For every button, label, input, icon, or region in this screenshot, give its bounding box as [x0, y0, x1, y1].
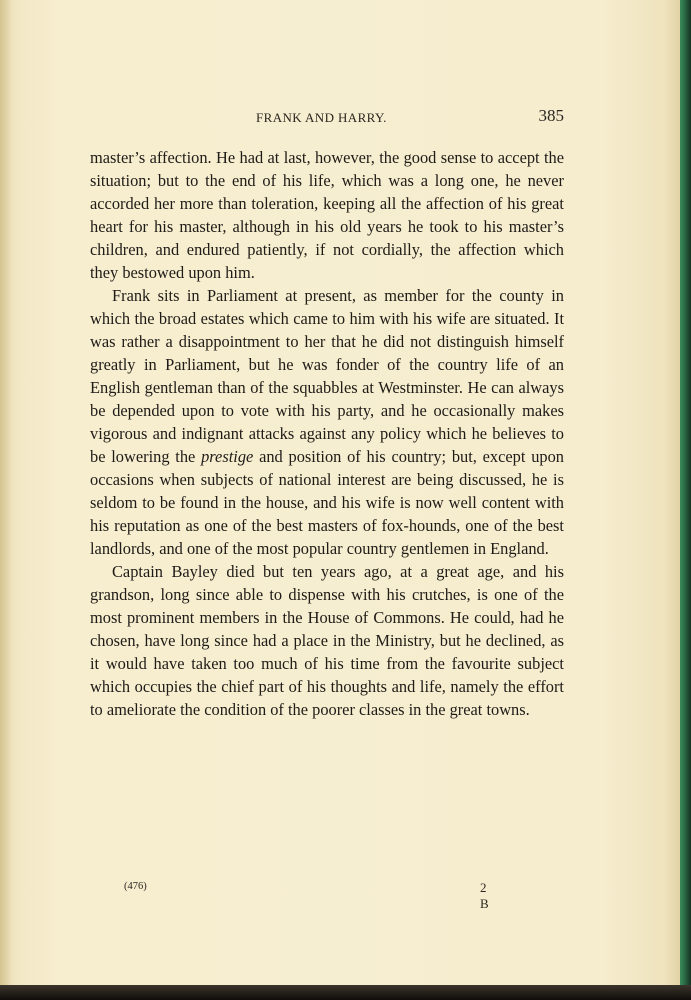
paragraph-2 [90, 284, 564, 560]
printer-mark: (476) [124, 881, 147, 892]
text-line: Captain Bayley died but ten years ago, at a great age, [112, 562, 505, 581]
running-title: FRANK AND HARRY. [256, 110, 387, 125]
text-line: one of the best masters of fox-hounds, one of the best [204, 516, 564, 535]
text-line: which was a long one, he never accorded her more than [90, 171, 564, 213]
text-line: toleration, keeping all the affection of his great heart for [90, 194, 564, 236]
text-line: the affection which they bestowed upon him. [90, 240, 564, 282]
text-line: and his grandson, long since able to dispense with his [90, 562, 564, 604]
text-line: against any policy which he believes to be lowering the [90, 424, 564, 466]
text-line: master’s affection. He had at last, however, the good [90, 148, 437, 167]
paragraph-1 [90, 146, 564, 284]
text-line: crutches, is one of the most prominent members in the [90, 585, 564, 627]
body-text [90, 146, 564, 721]
text-line: county in which the broad estates which came to him with [90, 286, 564, 328]
text-line: discussed, he is seldom to be found in the house, and [90, 470, 564, 512]
page-footer [124, 880, 504, 911]
text-line: since had a place in the Ministry, but he declined, as it [90, 631, 564, 673]
text-line: He can always be depended upon to vote with his party, [90, 378, 564, 420]
text-line: Frank sits in Parliament at present, as member for the [112, 286, 492, 305]
text-line: English gentleman than of the squabbles at Westminster. [90, 378, 463, 397]
text-line: master’s children, and endured patiently, if not cordially, [90, 217, 564, 259]
page-header [90, 106, 564, 130]
text-line: his wife are situated. It was rather a disappointment [90, 309, 565, 351]
page-edge-right [680, 0, 691, 985]
page-edge-bottom [0, 985, 691, 1000]
text-line: would have taken too much of his time from the favourite [105, 654, 511, 673]
text-line: sense to accept the situation; but to the end of his life, [90, 148, 564, 190]
text-line: landlords, and one of the most popular country gentlemen [90, 539, 470, 558]
text-line: his master, although in his old years he took to his [154, 217, 503, 236]
text-line: in England. [473, 539, 549, 558]
text-line: subject which occupies the chief part of his thoughts and [90, 654, 564, 696]
italic-word: prestige [201, 447, 254, 466]
signature-mark: 2 B [480, 880, 491, 911]
text-line: life, namely the effort to ameliorate the condition of the [90, 677, 564, 719]
text-line: Parliament, but he was fonder of the country life of an [165, 355, 564, 374]
text-line: occasions when subjects of national interest are being [90, 470, 454, 489]
text-line: and he occasionally makes vigorous and indignant attacks [90, 401, 564, 443]
text-line: House of Commons. He could, had he chosen, have long [90, 608, 564, 650]
gutter-shadow [0, 0, 12, 985]
page-number: 385 [538, 106, 564, 125]
text-line: to her that he did not distinguish himself greatly in [90, 332, 564, 374]
text-line: and position of his country; but, except upon [253, 447, 564, 466]
text-line: poorer classes in the great towns. [312, 700, 530, 719]
paragraph-3 [90, 560, 564, 721]
text-line: his wife is now well content with his reputation as [90, 493, 564, 535]
